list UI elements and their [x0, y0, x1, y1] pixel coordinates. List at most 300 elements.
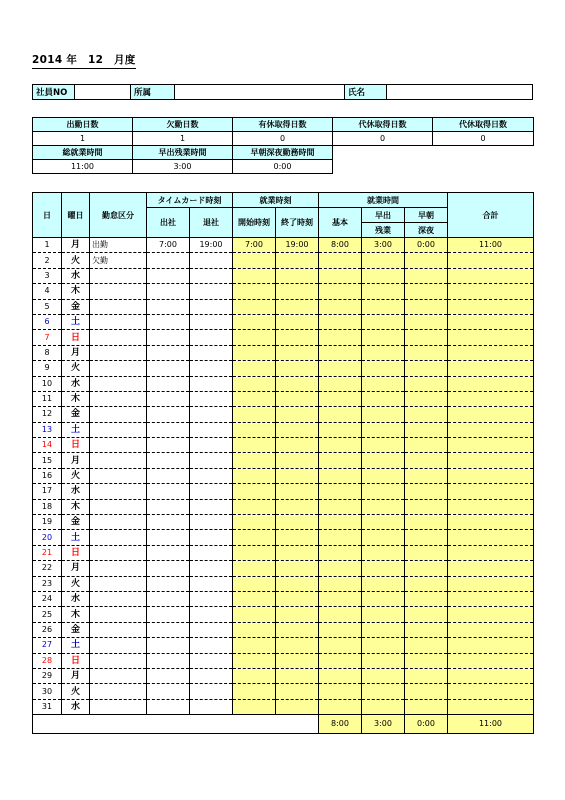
basic-hours-cell [319, 407, 362, 422]
clock-out-cell[interactable] [190, 653, 233, 668]
night-cell [405, 484, 448, 499]
clock-in-cell[interactable] [147, 545, 190, 560]
clock-in-cell[interactable] [147, 438, 190, 453]
total-overtime: 3:00 [362, 715, 405, 734]
summary-row-1-labels [33, 118, 534, 132]
weekday: 日 [62, 545, 90, 560]
night-cell: 0:00 [405, 238, 448, 253]
end-time-cell[interactable] [276, 284, 319, 299]
end-time-cell[interactable] [276, 407, 319, 422]
category-cell[interactable] [90, 453, 147, 468]
clock-in-cell[interactable] [147, 299, 190, 314]
basic-hours-cell [319, 268, 362, 283]
category-cell[interactable] [90, 499, 147, 514]
day-number: 17 [33, 484, 62, 499]
table-row [33, 253, 534, 268]
basic-hours-cell [319, 622, 362, 637]
end-time-cell[interactable] [276, 299, 319, 314]
basic-hours-cell: 8:00 [319, 238, 362, 253]
night-cell [405, 253, 448, 268]
start-time-cell[interactable] [233, 330, 276, 345]
basic-hours-cell [319, 284, 362, 299]
header-clock-in: 出社 [147, 208, 190, 238]
total-grand: 11:00 [448, 715, 534, 734]
basic-hours-cell [319, 684, 362, 699]
day-number: 28 [33, 653, 62, 668]
total-cell [448, 699, 534, 714]
table-row [33, 453, 534, 468]
clock-in-cell[interactable] [147, 622, 190, 637]
clock-in-cell[interactable] [147, 453, 190, 468]
day-number: 16 [33, 468, 62, 483]
end-time-cell[interactable] [276, 253, 319, 268]
clock-in-cell[interactable] [147, 499, 190, 514]
start-time-cell[interactable] [233, 622, 276, 637]
clock-out-cell[interactable] [190, 545, 233, 560]
total-cell [448, 468, 534, 483]
end-time-cell[interactable] [276, 561, 319, 576]
overtime-cell [362, 622, 405, 637]
basic-hours-cell [319, 515, 362, 530]
overtime-cell [362, 499, 405, 514]
department-label: 所属 [131, 85, 175, 100]
clock-out-cell[interactable] [190, 330, 233, 345]
total-cell [448, 545, 534, 560]
end-time-cell[interactable] [276, 684, 319, 699]
table-row [33, 499, 534, 514]
total-cell [448, 653, 534, 668]
total-cell [448, 407, 534, 422]
end-time-cell[interactable]: 19:00 [276, 238, 319, 253]
end-time-cell[interactable] [276, 545, 319, 560]
end-time-cell[interactable] [276, 438, 319, 453]
end-time-cell[interactable] [276, 607, 319, 622]
category-cell[interactable] [90, 422, 147, 437]
header-start: 開始時刻 [233, 208, 276, 238]
table-row [33, 484, 534, 499]
night-cell [405, 391, 448, 406]
category-cell[interactable] [90, 438, 147, 453]
start-time-cell[interactable] [233, 684, 276, 699]
weekday: 水 [62, 484, 90, 499]
overtime-cell [362, 684, 405, 699]
start-time-cell[interactable] [233, 361, 276, 376]
overtime-cell [362, 438, 405, 453]
start-time-cell[interactable] [233, 345, 276, 360]
category-cell[interactable] [90, 376, 147, 391]
start-time-cell[interactable] [233, 515, 276, 530]
overtime-cell [362, 607, 405, 622]
overtime-cell [362, 591, 405, 606]
category-cell[interactable] [90, 345, 147, 360]
clock-in-cell[interactable] [147, 638, 190, 653]
overtime-cell [362, 361, 405, 376]
weekday: 水 [62, 376, 90, 391]
category-cell[interactable] [90, 407, 147, 422]
header-clock-out: 退社 [190, 208, 233, 238]
weekday: 日 [62, 653, 90, 668]
overtime-cell [362, 299, 405, 314]
day-number: 18 [33, 499, 62, 514]
start-time-cell[interactable] [233, 422, 276, 437]
category-cell[interactable] [90, 391, 147, 406]
clock-out-cell[interactable] [190, 622, 233, 637]
weekday: 土 [62, 422, 90, 437]
weekday: 木 [62, 284, 90, 299]
day-number: 4 [33, 284, 62, 299]
category-cell[interactable] [90, 622, 147, 637]
end-time-cell[interactable] [276, 530, 319, 545]
name-field[interactable] [387, 85, 533, 100]
clock-in-cell[interactable] [147, 407, 190, 422]
category-cell[interactable] [90, 545, 147, 560]
clock-in-cell[interactable] [147, 330, 190, 345]
total-cell [448, 499, 534, 514]
start-time-cell[interactable] [233, 453, 276, 468]
category-cell[interactable] [90, 314, 147, 329]
weekday: 火 [62, 468, 90, 483]
header-day: 日 [33, 193, 62, 238]
end-time-cell[interactable] [276, 468, 319, 483]
total-cell [448, 299, 534, 314]
overtime-cell [362, 576, 405, 591]
day-number: 19 [33, 515, 62, 530]
clock-in-cell[interactable] [147, 268, 190, 283]
basic-hours-cell [319, 545, 362, 560]
category-cell[interactable] [90, 361, 147, 376]
night-cell [405, 438, 448, 453]
overtime-cell [362, 284, 405, 299]
category-cell[interactable] [90, 607, 147, 622]
clock-out-cell[interactable] [190, 515, 233, 530]
day-number: 3 [33, 268, 62, 283]
clock-in-cell[interactable] [147, 422, 190, 437]
clock-in-cell[interactable] [147, 684, 190, 699]
clock-out-cell[interactable] [190, 668, 233, 683]
table-row [33, 376, 534, 391]
start-time-cell[interactable] [233, 699, 276, 714]
clock-out-cell[interactable] [190, 268, 233, 283]
employee-no-field[interactable] [75, 85, 131, 100]
table-row [33, 699, 534, 714]
weekday: 日 [62, 330, 90, 345]
total-cell [448, 453, 534, 468]
start-time-cell[interactable] [233, 607, 276, 622]
weekday: 金 [62, 515, 90, 530]
clock-in-cell[interactable] [147, 484, 190, 499]
total-cell: 11:00 [448, 238, 534, 253]
day-number: 29 [33, 668, 62, 683]
clock-out-cell[interactable] [190, 299, 233, 314]
clock-out-cell[interactable] [190, 638, 233, 653]
clock-out-cell[interactable] [190, 699, 233, 714]
start-time-cell[interactable] [233, 576, 276, 591]
table-row [33, 622, 534, 637]
category-cell[interactable]: 欠勤 [90, 253, 147, 268]
day-number: 21 [33, 545, 62, 560]
table-row [33, 268, 534, 283]
start-time-cell[interactable] [233, 299, 276, 314]
basic-hours-cell [319, 361, 362, 376]
total-cell [448, 361, 534, 376]
day-number: 2 [33, 253, 62, 268]
category-cell[interactable] [90, 561, 147, 576]
overtime-cell [362, 391, 405, 406]
weekday: 水 [62, 591, 90, 606]
overtime-cell [362, 376, 405, 391]
end-time-cell[interactable] [276, 330, 319, 345]
end-time-cell[interactable] [276, 699, 319, 714]
night-cell [405, 699, 448, 714]
category-cell[interactable] [90, 515, 147, 530]
weekday: 土 [62, 530, 90, 545]
start-time-cell[interactable] [233, 668, 276, 683]
clock-out-cell[interactable] [190, 391, 233, 406]
summary-label: 総就業時間 [33, 146, 133, 160]
basic-hours-cell [319, 345, 362, 360]
end-time-cell[interactable] [276, 576, 319, 591]
day-number: 22 [33, 561, 62, 576]
end-time-cell[interactable] [276, 591, 319, 606]
clock-out-cell[interactable] [190, 607, 233, 622]
night-cell [405, 453, 448, 468]
clock-in-cell[interactable] [147, 314, 190, 329]
overtime-cell [362, 545, 405, 560]
table-row [33, 299, 534, 314]
overtime-cell [362, 314, 405, 329]
clock-out-cell[interactable] [190, 314, 233, 329]
clock-out-cell[interactable] [190, 561, 233, 576]
overtime-cell [362, 530, 405, 545]
clock-out-cell[interactable] [190, 345, 233, 360]
clock-out-cell[interactable] [190, 453, 233, 468]
clock-in-cell[interactable] [147, 668, 190, 683]
end-time-cell[interactable] [276, 376, 319, 391]
clock-in-cell[interactable] [147, 591, 190, 606]
weekday: 土 [62, 638, 90, 653]
total-cell [448, 684, 534, 699]
end-time-cell[interactable] [276, 668, 319, 683]
night-cell [405, 653, 448, 668]
start-time-cell[interactable] [233, 391, 276, 406]
clock-in-cell[interactable] [147, 345, 190, 360]
end-time-cell[interactable] [276, 622, 319, 637]
total-cell [448, 284, 534, 299]
clock-in-cell[interactable] [147, 361, 190, 376]
night-cell [405, 515, 448, 530]
start-time-cell[interactable] [233, 591, 276, 606]
department-field[interactable] [175, 85, 345, 100]
clock-in-cell[interactable] [147, 391, 190, 406]
category-cell[interactable] [90, 268, 147, 283]
clock-in-cell[interactable] [147, 561, 190, 576]
table-row [33, 515, 534, 530]
night-cell [405, 607, 448, 622]
total-cell [448, 591, 534, 606]
start-time-cell[interactable] [233, 530, 276, 545]
category-cell[interactable] [90, 468, 147, 483]
category-cell[interactable] [90, 299, 147, 314]
clock-out-cell[interactable] [190, 361, 233, 376]
end-time-cell[interactable] [276, 484, 319, 499]
header-night: 早朝 [405, 208, 448, 223]
total-cell [448, 376, 534, 391]
start-time-cell[interactable] [233, 638, 276, 653]
total-cell [448, 314, 534, 329]
end-time-cell[interactable] [276, 268, 319, 283]
table-row [33, 576, 534, 591]
overtime-cell [362, 330, 405, 345]
start-time-cell[interactable] [233, 268, 276, 283]
header-early: 早出 [362, 208, 405, 223]
summary-table [32, 117, 534, 174]
day-number: 13 [33, 422, 62, 437]
clock-out-cell[interactable] [190, 576, 233, 591]
clock-out-cell[interactable] [190, 376, 233, 391]
clock-out-cell[interactable] [190, 591, 233, 606]
clock-out-cell[interactable] [190, 422, 233, 437]
weekday: 土 [62, 314, 90, 329]
night-cell [405, 668, 448, 683]
clock-out-cell[interactable] [190, 468, 233, 483]
weekday: 月 [62, 453, 90, 468]
basic-hours-cell [319, 653, 362, 668]
overtime-cell [362, 653, 405, 668]
clock-in-cell[interactable] [147, 468, 190, 483]
clock-out-cell[interactable] [190, 684, 233, 699]
day-number: 12 [33, 407, 62, 422]
clock-out-cell[interactable] [190, 407, 233, 422]
clock-in-cell[interactable] [147, 576, 190, 591]
clock-out-cell[interactable] [190, 499, 233, 514]
end-time-cell[interactable] [276, 653, 319, 668]
summary-value: 11:00 [33, 160, 133, 174]
clock-out-cell[interactable] [190, 484, 233, 499]
total-cell [448, 484, 534, 499]
end-time-cell[interactable] [276, 391, 319, 406]
overtime-cell [362, 268, 405, 283]
end-time-cell[interactable] [276, 345, 319, 360]
night-cell [405, 299, 448, 314]
start-time-cell[interactable] [233, 438, 276, 453]
clock-in-cell[interactable] [147, 653, 190, 668]
clock-in-cell[interactable] [147, 284, 190, 299]
clock-in-cell[interactable] [147, 699, 190, 714]
table-row [33, 438, 534, 453]
page-title: 2014 年 12 月度 [32, 52, 136, 69]
clock-in-cell[interactable] [147, 253, 190, 268]
start-time-cell[interactable] [233, 376, 276, 391]
start-time-cell[interactable] [233, 499, 276, 514]
clock-out-cell[interactable] [190, 284, 233, 299]
overtime-cell [362, 561, 405, 576]
day-number: 31 [33, 699, 62, 714]
weekday: 火 [62, 576, 90, 591]
category-cell[interactable] [90, 653, 147, 668]
clock-out-cell[interactable] [190, 253, 233, 268]
overtime-cell [362, 484, 405, 499]
category-cell[interactable] [90, 668, 147, 683]
total-cell [448, 422, 534, 437]
basic-hours-cell [319, 668, 362, 683]
end-time-cell[interactable] [276, 499, 319, 514]
total-cell [448, 268, 534, 283]
overtime-cell [362, 515, 405, 530]
total-cell [448, 438, 534, 453]
clock-in-cell[interactable] [147, 530, 190, 545]
table-row [33, 684, 534, 699]
start-time-cell[interactable] [233, 484, 276, 499]
start-time-cell[interactable] [233, 545, 276, 560]
category-cell[interactable] [90, 591, 147, 606]
employee-info-table [32, 84, 533, 100]
start-time-cell[interactable] [233, 561, 276, 576]
clock-in-cell[interactable] [147, 607, 190, 622]
start-time-cell[interactable]: 7:00 [233, 238, 276, 253]
table-row [33, 407, 534, 422]
category-cell[interactable] [90, 638, 147, 653]
overtime-cell [362, 638, 405, 653]
category-cell[interactable] [90, 330, 147, 345]
category-cell[interactable] [90, 530, 147, 545]
header-basic: 基本 [319, 208, 362, 238]
clock-out-cell[interactable] [190, 438, 233, 453]
night-cell [405, 361, 448, 376]
weekday: 水 [62, 699, 90, 714]
total-cell [448, 515, 534, 530]
day-number: 14 [33, 438, 62, 453]
category-cell[interactable] [90, 699, 147, 714]
start-time-cell[interactable] [233, 407, 276, 422]
header-total: 合計 [448, 193, 534, 238]
end-time-cell[interactable] [276, 453, 319, 468]
night-cell [405, 422, 448, 437]
table-row [33, 238, 534, 253]
day-number: 15 [33, 453, 62, 468]
clock-out-cell[interactable] [190, 530, 233, 545]
start-time-cell[interactable] [233, 284, 276, 299]
category-cell[interactable] [90, 576, 147, 591]
start-time-cell[interactable] [233, 314, 276, 329]
start-time-cell[interactable] [233, 253, 276, 268]
clock-out-cell[interactable]: 19:00 [190, 238, 233, 253]
basic-hours-cell [319, 607, 362, 622]
end-time-cell[interactable] [276, 361, 319, 376]
table-row [33, 422, 534, 437]
category-cell[interactable]: 出勤 [90, 238, 147, 253]
start-time-cell[interactable] [233, 468, 276, 483]
header-category: 勤怠区分 [90, 193, 147, 238]
total-cell [448, 253, 534, 268]
category-cell[interactable] [90, 284, 147, 299]
total-cell [448, 330, 534, 345]
clock-in-cell[interactable] [147, 376, 190, 391]
end-time-cell[interactable] [276, 422, 319, 437]
clock-in-cell[interactable] [147, 515, 190, 530]
start-time-cell[interactable] [233, 653, 276, 668]
clock-in-cell[interactable]: 7:00 [147, 238, 190, 253]
end-time-cell[interactable] [276, 638, 319, 653]
day-number: 27 [33, 638, 62, 653]
day-number: 30 [33, 684, 62, 699]
night-cell [405, 622, 448, 637]
basic-hours-cell [319, 453, 362, 468]
end-time-cell[interactable] [276, 314, 319, 329]
end-time-cell[interactable] [276, 515, 319, 530]
overtime-cell [362, 422, 405, 437]
category-cell[interactable] [90, 484, 147, 499]
category-cell[interactable] [90, 684, 147, 699]
